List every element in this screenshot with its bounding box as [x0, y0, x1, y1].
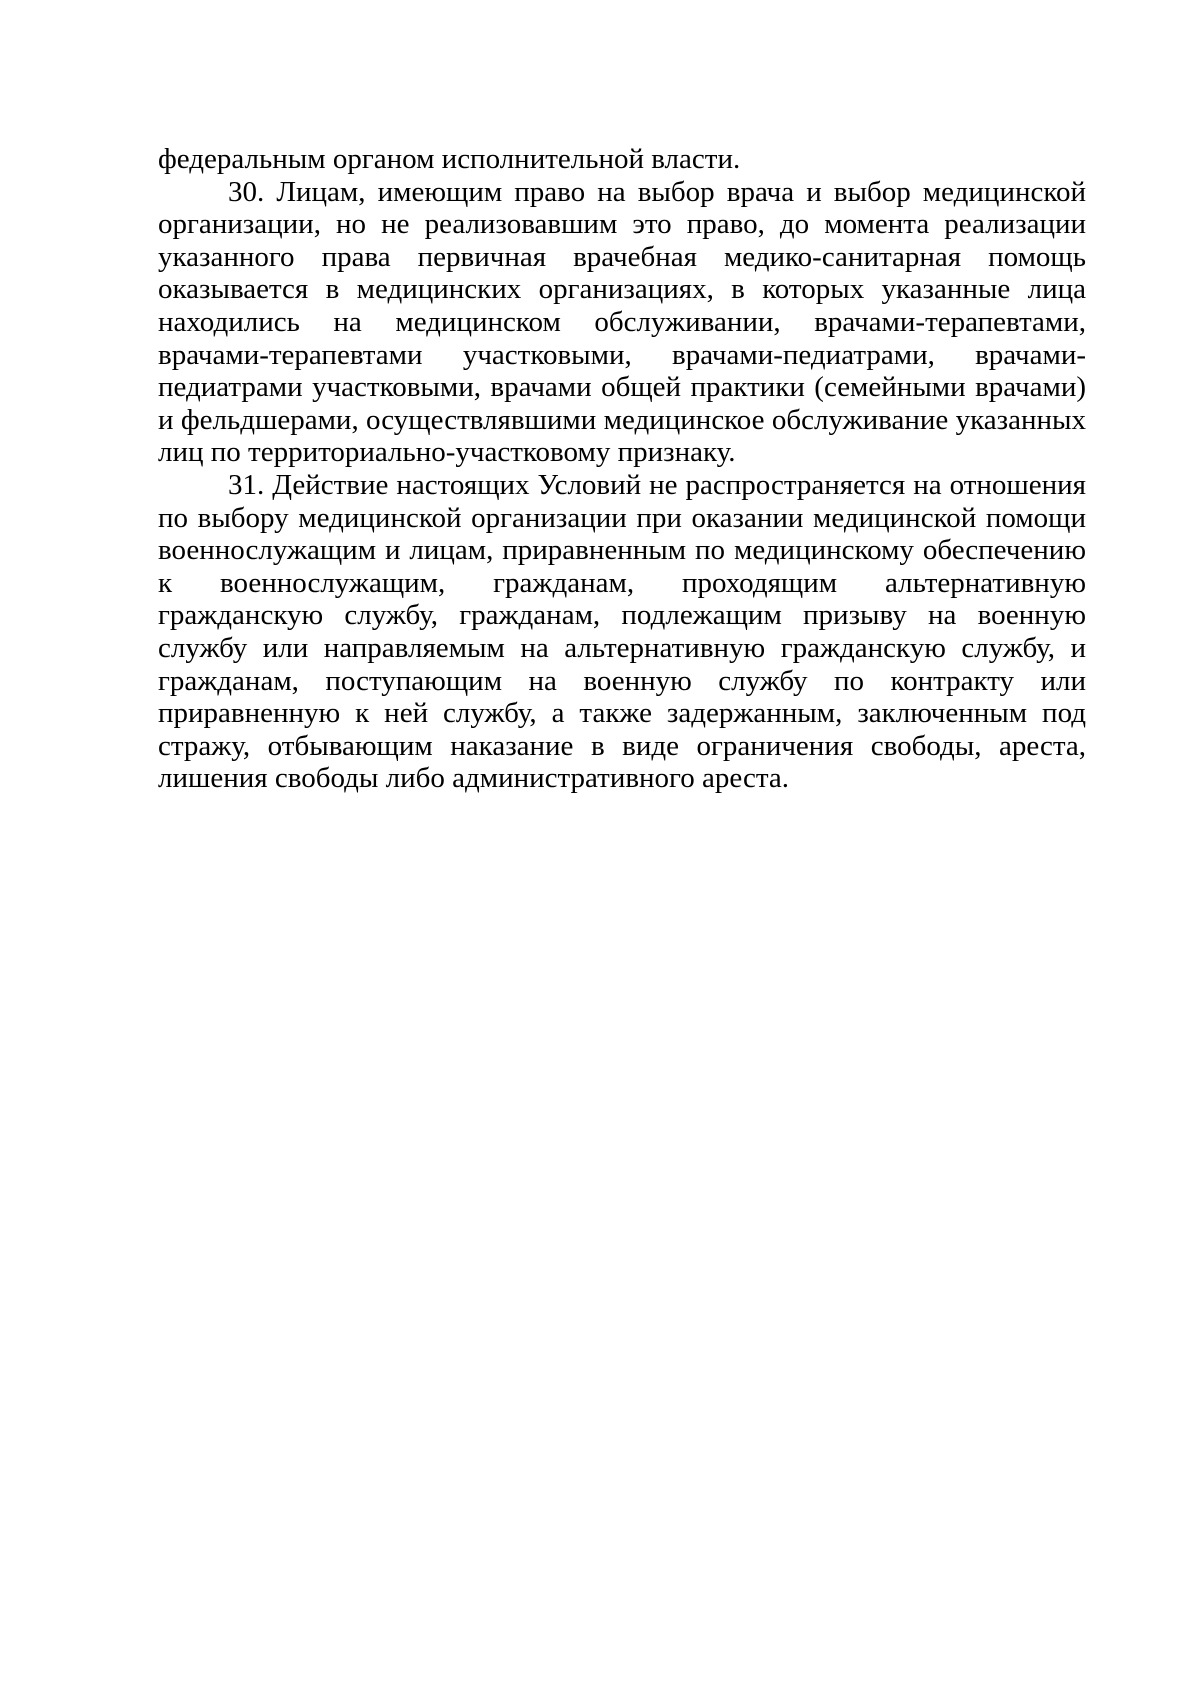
paragraph-30: 30. Лицам, имеющим право на выбор врача и выбор медицинской организации, но не реализовавшим это право, до момента реализации указанного права первичная врачебная медико-санитарная помощь оказывается в медицинских организациях, в которых указанные лица находились на медицинском обслуживании, врачами-терапевтами, врачами-терапевтами участковыми, врачами-педиатрами, врачами-педиатрами участковыми, врачами общей практики (семейными врачами) и фельдшерами, осуществлявшими медицинское обслуживание указанных лиц по территориально-участковому признаку. — [158, 175, 1086, 469]
continuation-paragraph: федеральным органом исполнительной власти. — [158, 143, 741, 175]
paragraph-31: 31. Действие настоящих Условий не распространяется на отношения по выбору медицинской организации при оказании медицинской помощи военнослужащим и лицам, приравненным по медицинскому обеспечению к военнослужащим, гражданам, проходящим альтернативную гражданскую службу, гражданам, подлежащим призыву на военную службу или направляемым на альтернативную гражданскую службу, и гражданам, поступающим на военную службу по контракту или приравненную к ней службу, а также задержанным, заключенным под стражу, отбывающим наказание в виде ограничения свободы, ареста, лишения свободы либо административного ареста. — [158, 468, 1086, 795]
document-body — [158, 143, 1086, 795]
